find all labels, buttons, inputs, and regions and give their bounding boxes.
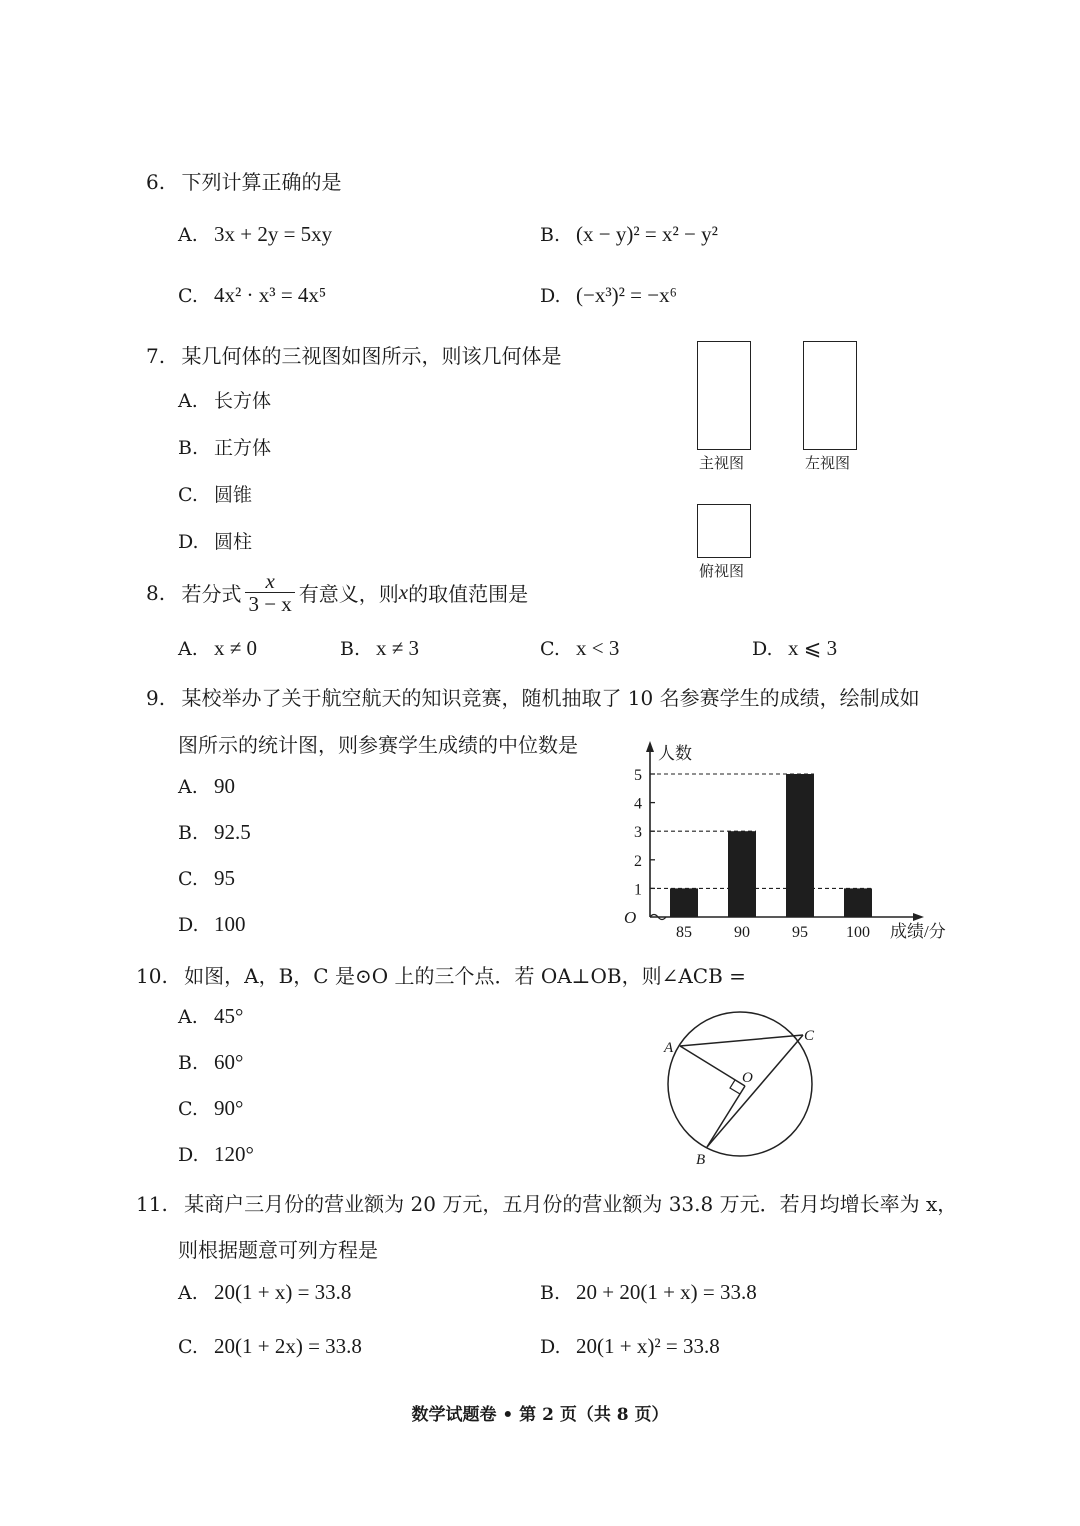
- q8-number: 8.: [146, 580, 166, 605]
- chord-ac: [680, 1035, 803, 1046]
- y-tick-label: 5: [634, 767, 642, 784]
- q6-stem: [146, 166, 341, 195]
- q7-option-c: C. 圆锥: [178, 484, 253, 506]
- q8-option-b: B. x ≠ 3: [340, 636, 420, 660]
- q6-option-d: D. (−x³)² = −x⁶: [540, 283, 677, 307]
- q6-option-a: A. 3x + 2y = 5xy: [178, 222, 333, 246]
- q11-option-d: D. 20(1 + x)² = 33.8: [540, 1334, 720, 1358]
- q10-number: 10.: [136, 964, 168, 988]
- y-tick-label: 4: [634, 795, 642, 813]
- y-tick-label: 1: [634, 881, 642, 899]
- q11-option-b: B. 20 + 20(1 + x) = 33.8: [540, 1280, 757, 1304]
- q11-stem-line1: 11. 某商户三月份的营业额为 20 万元，五月份的营业额为 33.8 万元．若月均增长率为 x，: [136, 1192, 958, 1216]
- top-view-rect: [697, 504, 751, 558]
- left-view-rect: [803, 341, 857, 450]
- q11-number: 11.: [136, 1192, 168, 1216]
- left-view-caption: 左视图: [805, 454, 851, 472]
- chord-bc: [707, 1035, 803, 1147]
- q10-option-d: D. 120°: [178, 1142, 254, 1166]
- q8-option-d: D. x ⩽ 3: [752, 636, 838, 660]
- q10-stem: 10. 如图，A，B，C 是⊙O 上的三个点．若 OA⊥OB，则∠ACB =: [136, 964, 746, 988]
- y-axis-label: 人数: [658, 744, 692, 763]
- point-o-label: O: [742, 1070, 753, 1086]
- x-axis-label: 成绩/分: [890, 922, 946, 941]
- q11-option-a: A. 20(1 + x) = 33.8: [178, 1280, 352, 1304]
- q11-stem-line2: 则根据题意可列方程是: [178, 1238, 378, 1262]
- x-tick-label: 100: [846, 924, 870, 941]
- radius-oa: [680, 1046, 745, 1086]
- front-view-caption: 主视图: [699, 454, 745, 472]
- q9-option-c: C. 95: [178, 866, 235, 890]
- y-tick-label: 3: [634, 824, 642, 842]
- circle-figure: [650, 1000, 840, 1175]
- q9-stem-line2: 图所示的统计图，则参赛学生成绩的中位数是: [178, 733, 578, 757]
- q8-fraction: $\frac{x}{3 - x}$: [245, 570, 294, 615]
- x-tick-label: 85: [676, 924, 692, 941]
- q11-option-c: C. 20(1 + 2x) = 33.8: [178, 1334, 362, 1358]
- origin-label: O: [624, 908, 637, 927]
- q9-stem-line1: 9. 某校举办了关于航空航天的知识竞赛，随机抽取了 10 名参赛学生的成绩，绘制成如: [146, 686, 920, 710]
- front-view-rect: [697, 341, 751, 450]
- circle-o: [668, 1012, 812, 1156]
- bar-95: [786, 774, 814, 917]
- q10-option-c: C. 90°: [178, 1096, 244, 1120]
- q9-number: 9.: [146, 686, 166, 710]
- q6-number: 6.: [146, 170, 166, 194]
- q9-option-a: A. 90: [178, 774, 235, 798]
- q10-option-a: A. 45°: [178, 1004, 244, 1028]
- page-footer: 数学试题卷 • 第 2 页（共 8 页）: [411, 1405, 669, 1425]
- point-b-label: B: [696, 1152, 706, 1168]
- q9-option-b: B. 92.5: [178, 820, 251, 844]
- q8-stem: 8. 若分式 $\frac{x}{3 - x}$ 有意义，则x的取值范围是: [146, 569, 529, 616]
- bar-90: [728, 831, 756, 917]
- q8-option-a: A. x ≠ 0: [178, 636, 258, 660]
- x-tick-label: 95: [792, 924, 808, 941]
- q7-stem-text: 某几何体的三视图如图所示，则该几何体是: [181, 344, 562, 368]
- radius-ob: [707, 1086, 745, 1147]
- bar-100: [844, 888, 872, 917]
- x-axis-arrow: [913, 913, 924, 921]
- q7-option-b: B. 正方体: [178, 437, 272, 459]
- score-bar-chart: [610, 735, 960, 945]
- q7-option-a: A. 长方体: [178, 390, 272, 412]
- point-a-label: A: [664, 1040, 674, 1056]
- q6-option-b: B. (x − y)² = x² − y²: [540, 222, 718, 246]
- bar-85: [670, 888, 698, 917]
- q10-option-b: B. 60°: [178, 1050, 244, 1074]
- q6-stem-text: 下列计算正确的是: [181, 170, 342, 194]
- q7-stem: [146, 340, 561, 369]
- y-tick-label: 2: [634, 852, 642, 870]
- q8-option-c: C. x < 3: [540, 636, 620, 660]
- top-view-caption: 俯视图: [699, 562, 745, 580]
- y-axis-arrow: [646, 741, 654, 752]
- q7-option-d: D. 圆柱: [178, 531, 253, 553]
- q7-number: 7.: [146, 344, 166, 368]
- point-c-label: C: [804, 1028, 815, 1044]
- q9-option-d: D. 100: [178, 912, 246, 936]
- x-tick-label: 90: [734, 924, 750, 941]
- q6-option-c: C. 4x² · x³ = 4x⁵: [178, 283, 327, 307]
